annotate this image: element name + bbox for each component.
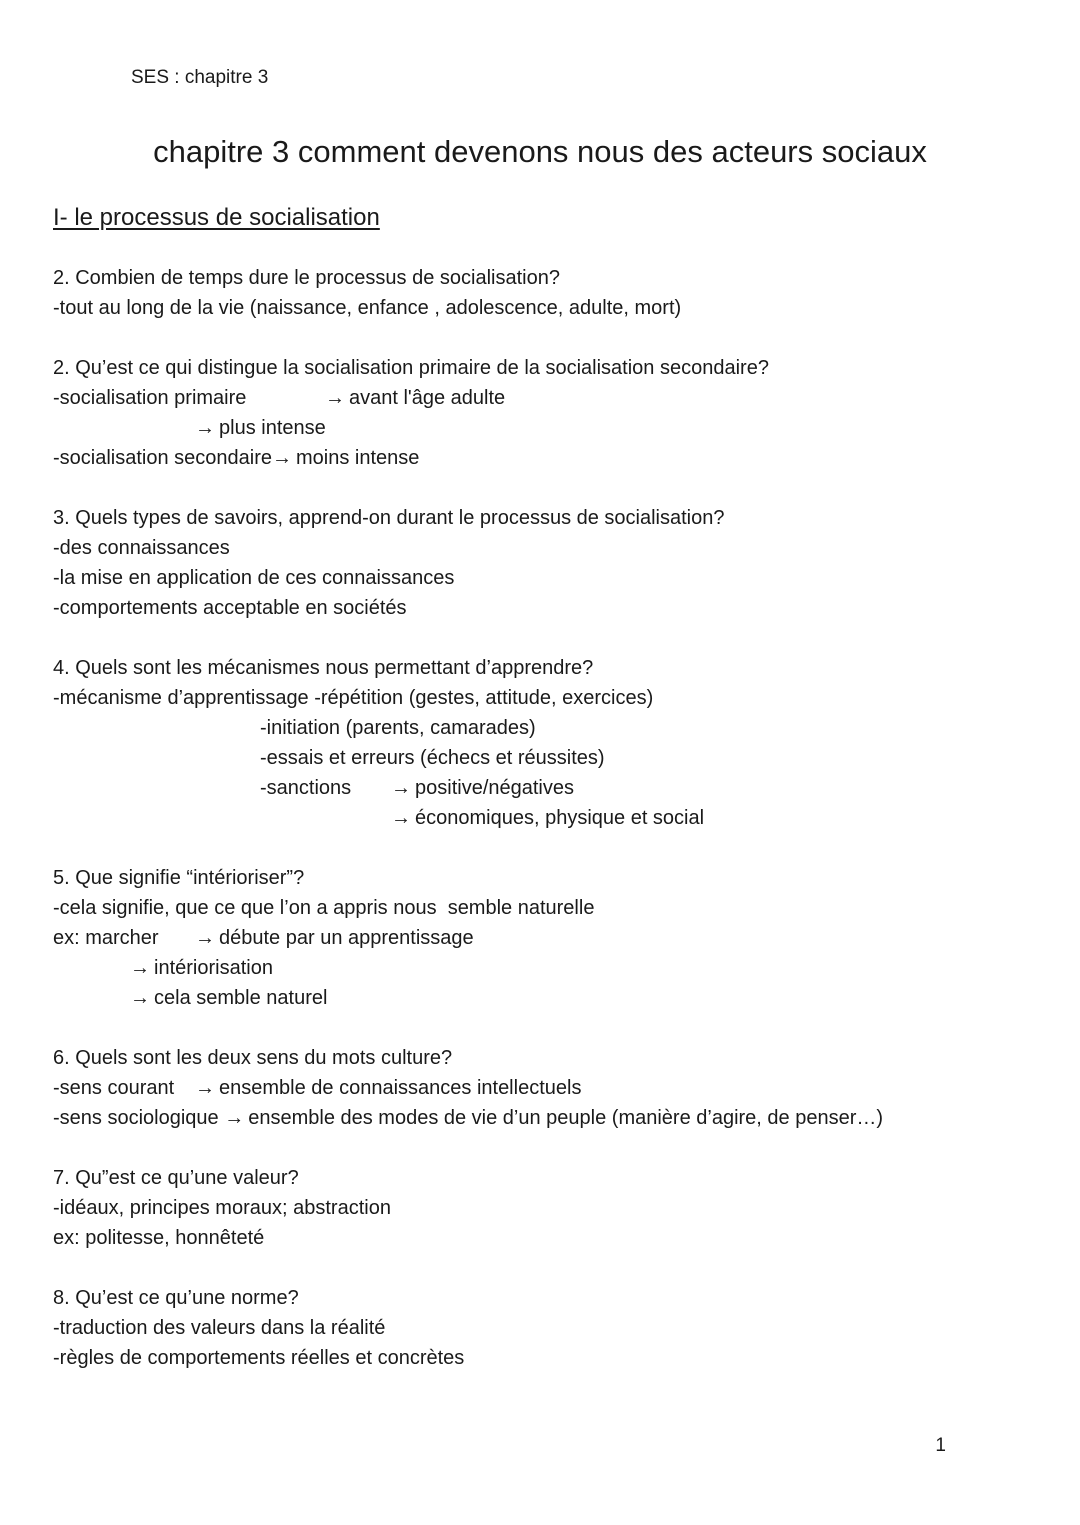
answer-detail: moins intense (296, 447, 420, 469)
running-header: SES : chapitre 3 (131, 67, 269, 88)
arrow-icon: → (195, 1077, 215, 1099)
answer-label: -socialisation secondaire (53, 447, 273, 469)
answer-detail: ensemble des modes de vie d’un peuple (manière d’agire, de penser…) (248, 1107, 884, 1129)
arrow-icon: → (130, 957, 150, 979)
page-number: 1 (935, 1435, 946, 1456)
question-block (53, 1163, 1053, 1253)
document-title: chapitre 3 comment devenons nous des acteurs sociaux (153, 134, 927, 169)
answer-detail: économiques, physique et social (415, 807, 705, 829)
question-block (53, 863, 1053, 1013)
question-text: 5. Que signifie “intérioriser”? (53, 867, 305, 889)
answer-line (53, 1103, 1053, 1133)
answer-line: -cela signifie, que ce que l’on a appris nous semble naturelle (53, 897, 595, 919)
answer-line: -mécanisme d’apprentissage -répétition (gestes, attitude, exercices) (53, 687, 654, 709)
question-block (53, 653, 1053, 833)
question-block (53, 353, 1053, 473)
answer-detail: intériorisation (154, 957, 273, 979)
answer-detail: ensemble de connaissances intellectuels (219, 1077, 582, 1099)
answer-label: -sens courant (53, 1077, 175, 1099)
question-block (53, 1283, 1053, 1373)
answer-detail: avant l'âge adulte (349, 387, 506, 409)
question-block (53, 503, 1053, 623)
answer-line (53, 923, 1053, 953)
answer-label: -socialisation primaire (53, 387, 247, 409)
section-heading: I- le processus de socialisation (53, 204, 380, 231)
answer-line (53, 713, 1053, 743)
answer-line: -tout au long de la vie (naissance, enfance , adolescence, adulte, mort) (53, 297, 682, 319)
answer-line: -la mise en application de ces connaissances (53, 567, 455, 589)
arrow-icon: → (224, 1107, 245, 1129)
answer-line (53, 803, 1053, 833)
answer-line: -traduction des valeurs dans la réalité (53, 1317, 386, 1339)
answer-line: -idéaux, principes moraux; abstraction (53, 1197, 391, 1219)
answer-detail: débute par un apprentissage (219, 927, 474, 949)
answer-line: ex: politesse, honnêteté (53, 1227, 265, 1249)
question-block (53, 263, 1053, 323)
question-text: 7. Qu”est ce qu’une valeur? (53, 1167, 299, 1189)
answer-detail: positive/négatives (415, 777, 574, 799)
answer-line (53, 443, 1053, 473)
question-text: 2. Combien de temps dure le processus de socialisation? (53, 267, 560, 289)
arrow-icon: → (391, 777, 411, 799)
arrow-icon: → (272, 447, 293, 469)
answer-label: -sens sociologique (53, 1107, 219, 1129)
question-text: 2. Qu’est ce qui distingue la socialisation primaire de la socialisation secondaire? (53, 357, 769, 379)
answer-detail: -initiation (parents, camarades) (260, 717, 536, 739)
arrow-icon: → (195, 417, 215, 439)
answer-line: -comportements acceptable en sociétés (53, 597, 407, 619)
answer-line (53, 413, 1053, 443)
answer-detail: cela semble naturel (154, 987, 328, 1009)
question-text: 4. Quels sont les mécanismes nous permettant d’apprendre? (53, 657, 594, 679)
answer-detail: plus intense (219, 417, 326, 439)
question-text: 3. Quels types de savoirs, apprend-on durant le processus de socialisation? (53, 507, 725, 529)
answer-detail: -essais et erreurs (échecs et réussites) (260, 747, 605, 769)
question-text: 6. Quels sont les deux sens du mots culture? (53, 1047, 453, 1069)
arrow-icon: → (391, 807, 411, 829)
answer-line (53, 1073, 1053, 1103)
answer-line (53, 743, 1053, 773)
answer-line (53, 953, 1053, 983)
answer-line: -règles de comportements réelles et concrètes (53, 1347, 465, 1369)
arrow-icon: → (195, 927, 215, 949)
answer-label: -sanctions (260, 777, 352, 799)
questions-content (53, 263, 1053, 1403)
question-block (53, 1043, 1053, 1133)
answer-line: -des connaissances (53, 537, 230, 559)
question-text: 8. Qu’est ce qu’une norme? (53, 1287, 299, 1309)
arrow-icon: → (325, 387, 345, 409)
answer-line (53, 773, 1053, 803)
answer-label: ex: marcher (53, 927, 159, 949)
arrow-icon: → (130, 987, 150, 1009)
answer-line (53, 383, 1053, 413)
answer-line (53, 983, 1053, 1013)
